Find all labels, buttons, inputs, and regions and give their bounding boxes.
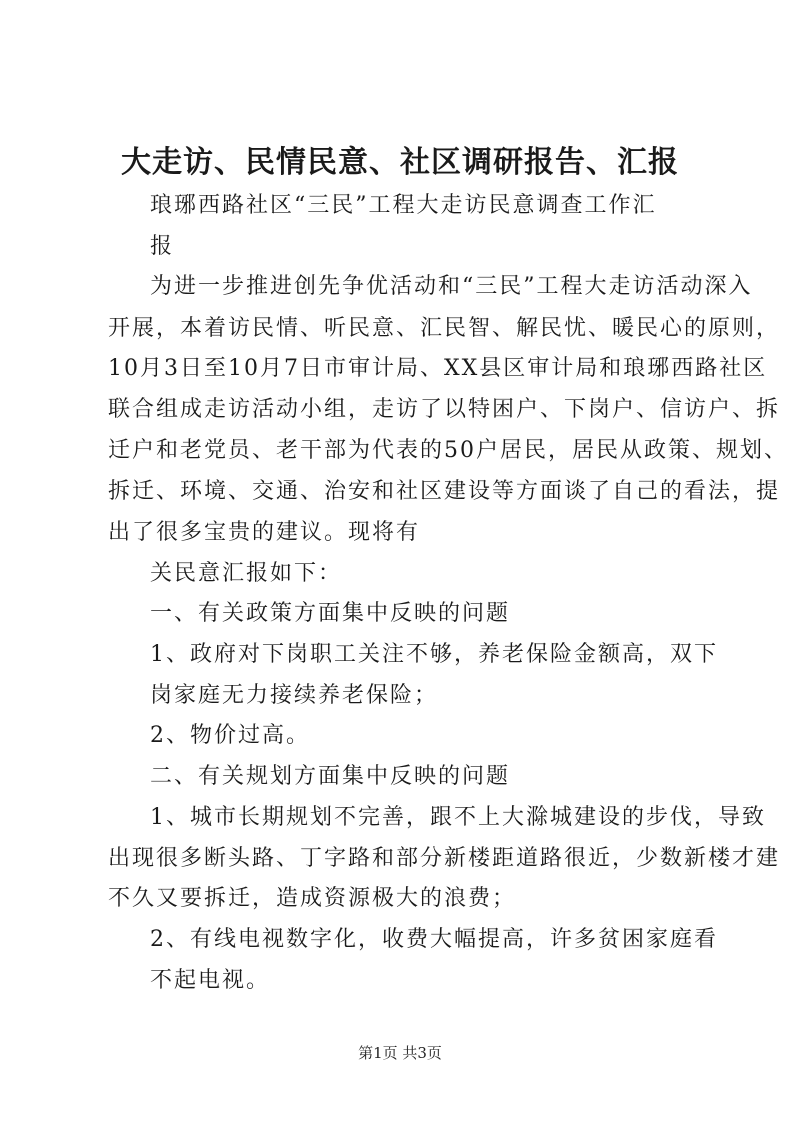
paragraph-line: 拆迁、环境、交通、治安和社区建设等方面谈了自己的看法，提 — [108, 479, 781, 504]
paragraph-line: 出了很多宝贵的建议。现将有 — [108, 520, 421, 545]
section-heading: 二、有关规划方面集中反映的问题 — [150, 764, 511, 789]
list-item-continuation: 不久又要拆迁，造成资源极大的浪费； — [108, 886, 517, 911]
list-item: 2、有线电视数字化，收费大幅提高，许多贫困家庭看 — [150, 927, 718, 952]
list-item-continuation: 出现很多断头路、丁字路和部分新楼距道路很近，少数新楼才建 — [108, 846, 781, 871]
paragraph-line: 迁户和老党员、老干部为代表的50户居民，居民从政策、规划、 — [108, 438, 788, 463]
list-item-continuation: 岗家庭无力接续养老保险； — [150, 683, 439, 708]
paragraph-line: 10月3日至10月7日市审计局、XX县区审计局和琅琊西路社区 — [108, 356, 768, 381]
paragraph-line: 为进一步推进创先争优活动和“三民”工程大走访活动深入 — [150, 274, 753, 299]
paragraph-line: 开展，本着访民情、听民意、汇民智、解民忧、暖民心的原则， — [108, 316, 781, 341]
list-item-continuation: 不起电视。 — [150, 968, 271, 993]
paragraph-line: 关民意汇报如下： — [150, 561, 343, 586]
subtitle-line-1: 琅琊西路社区“三民”工程大走访民意调查工作汇 — [150, 193, 657, 218]
list-item: 1、政府对下岗职工关注不够，养老保险金额高，双下 — [150, 642, 718, 667]
document-title: 大走访、民情民意、社区调研报告、汇报 — [121, 145, 679, 180]
paragraph-line: 联合组成走访活动小组，走访了以特困户、下岗户、信访户、拆 — [108, 397, 781, 422]
list-item: 2、物价过高。 — [150, 723, 310, 748]
section-heading: 一、有关政策方面集中反映的问题 — [150, 601, 511, 626]
page-number: 第1页 共3页 — [358, 1044, 442, 1062]
list-item: 1、城市长期规划不完善，跟不上大滁城建设的步伐，导致 — [150, 805, 766, 830]
subtitle-line-2: 报 — [150, 234, 175, 259]
